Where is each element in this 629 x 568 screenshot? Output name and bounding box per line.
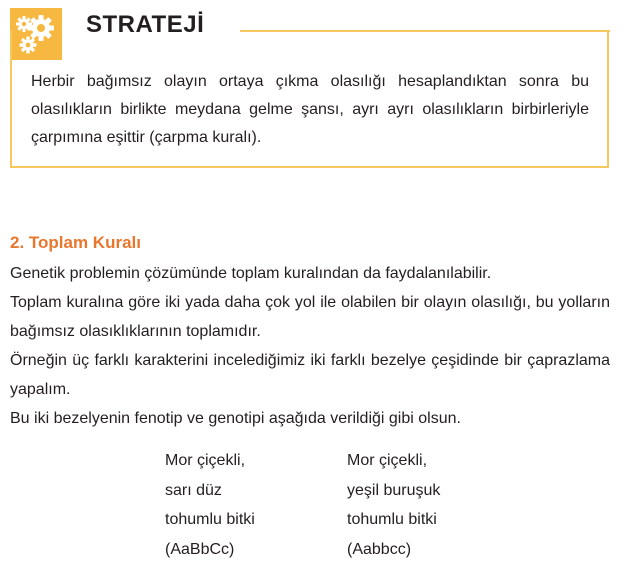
paragraph: Genetik problemin çözümünde toplam kuralından da faydalanılabilir.	[10, 265, 492, 282]
plant-1-description	[165, 446, 255, 564]
plant-1-line: tohumlu bitki	[165, 511, 255, 528]
strategy-title: STRATEJİ	[86, 11, 205, 38]
paragraph: Toplam kuralına göre iki yada daha çok yol ile olabilen bir olayın olasılığı, bu yolların bağımsız olasıklıklarının toplamıdır.	[10, 294, 610, 340]
plant-1-genotype: (AaBbCc)	[165, 540, 235, 558]
plant-2-line: yeşil buruşuk	[347, 481, 441, 499]
section-heading: 2. Toplam Kuralı	[10, 233, 141, 252]
paragraph: Örneğin üç farklı karakterini incelediğimiz iki farklı bezelye çeşidinde bir çaprazlama yapalım.	[10, 352, 610, 398]
strategy-text: Herbir bağımsız olayın ortaya çıkma olasılığı hesaplandıktan sonra bu olasılıkların birlikte meydana gelme şansı, ayrı ayrı olasılıkların birbirleriyle çarpımına eşittir (çarpma kuralı).	[31, 73, 589, 146]
plant-1-line: sarı düz	[165, 481, 222, 499]
plant-2-description	[347, 446, 440, 564]
plant-1-line: Mor çiçekli,	[165, 452, 246, 469]
paragraph: Bu iki bezelyenin fenotip ve genotipi aşağıda verildiği gibi olsun.	[10, 410, 461, 427]
plant-2-line: Mor çiçekli,	[347, 452, 428, 469]
plant-2-line: tohumlu bitki	[347, 511, 437, 528]
plant-2-genotype: (Aabbcc)	[347, 540, 412, 558]
section-body	[10, 259, 610, 433]
